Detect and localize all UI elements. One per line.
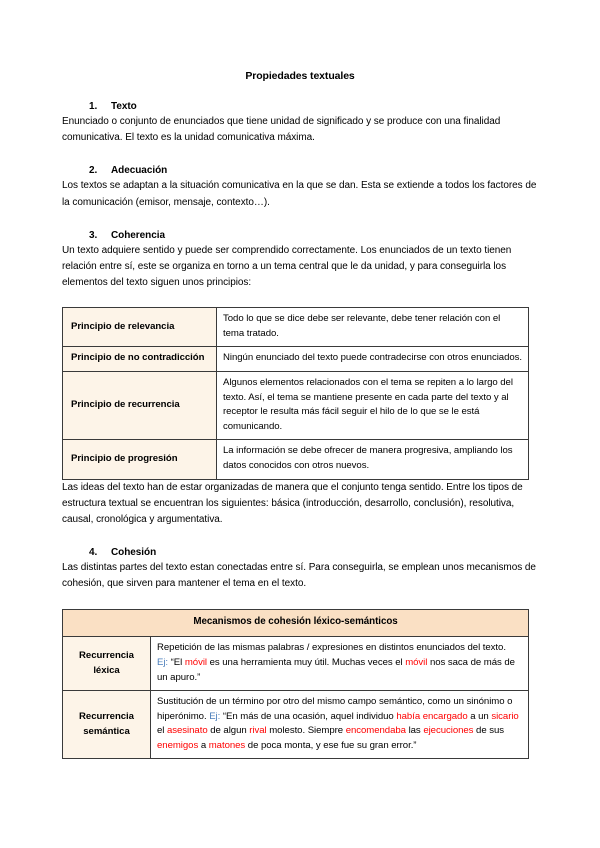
- cohesion-label-line2: léxica: [93, 664, 120, 676]
- table-row: [63, 637, 529, 691]
- cohesion-table-title: Mecanismos de cohesión léxico-semánticos: [63, 610, 529, 637]
- cohesion-intro-text: Sustitución de un término por otro del mismo campo semántico, como un sinónimo o hiperónimo.: [157, 696, 513, 722]
- section-number: 2.: [89, 165, 98, 177]
- section-heading-cohesion: [62, 547, 538, 558]
- cohesion-intro-text: Repetición de las mismas palabras / expresiones en distintos enunciados del texto.: [157, 642, 506, 654]
- cohesion-label-line1: Recurrencia: [79, 711, 134, 723]
- cohesion-label-lexica: [63, 637, 151, 691]
- principle-description: Todo lo que se dice debe ser relevante, debe tener relación con el tema tratado.: [217, 308, 529, 347]
- section-number: 1.: [89, 101, 98, 112]
- section-heading-coherencia: [62, 230, 538, 241]
- table-row: [63, 347, 529, 372]
- section-body-texto: Enunciado o conjunto de enunciados que tiene unidad de significado y se produce con una finalidad comunicativa. El texto es la unidad comunicativa máxima.: [62, 116, 501, 144]
- structure-paragraph: Las ideas del texto han de estar organizadas de manera que el conjunto tenga sentido. Entre los tipos de estructura textual se encuentran los siguientes: básica (introducción, desarrollo, conclusión), resolutiva, causal, cronológica y argumentativa.: [62, 481, 523, 525]
- principles-table: [62, 307, 529, 479]
- section-body-cohesion: Las distintas partes del texto estan conectadas entre sí. Para conseguirla, se emplean unos mecanismos de cohesión, que sirven para mantener el tema en el texto.: [62, 562, 536, 590]
- section-number: 4.: [89, 547, 98, 559]
- section-title: Coherencia: [111, 229, 165, 241]
- cohesion-table-body: [63, 637, 529, 759]
- principle-label: Principio de recurrencia: [63, 372, 217, 440]
- principle-label: Principio de progresión: [63, 440, 217, 479]
- principle-label: Principio de relevancia: [63, 308, 217, 347]
- example-marker: Ej:: [157, 656, 169, 668]
- cohesion-label-line2: semántica: [83, 725, 130, 737]
- section-heading-adecuacion: [62, 165, 538, 176]
- example-text: “En más de una ocasión, aquel individuo había encargado a un sicario el asesinato de algun rival molesto. Siempre encomendaba las ejecuciones de sus enemigos a matones de poca monta, y ese fue su gran error.”: [157, 710, 519, 751]
- page-title: Propiedades textuales: [245, 70, 355, 82]
- cohesion-table-head: [63, 610, 529, 637]
- section-number: 3.: [89, 229, 98, 241]
- principle-description: Ningún enunciado del texto puede contradecirse con otros enunciados.: [217, 347, 529, 372]
- table-row: [63, 691, 529, 759]
- section-title: Cohesión: [111, 547, 157, 559]
- example-marker: Ej:: [209, 710, 221, 722]
- cohesion-table: [62, 609, 529, 759]
- example-text: “El móvil es una herramienta muy útil. Muchas veces el móvil nos saca de más de un apuro.”: [157, 656, 515, 683]
- table-row: [63, 308, 529, 347]
- section-title: Texto: [111, 101, 137, 112]
- section-body-adecuacion: Los textos se adaptan a la situación comunicativa en la que se dan. Esta se extiende a todos los factores de la comunicación (emisor, mensaje, contexto…).: [62, 180, 537, 208]
- cohesion-description-semantica: [151, 691, 529, 759]
- principle-description: Algunos elementos relacionados con el tema se repiten a lo largo del texto. Así, el tema se mantiene presente en cada parte del texto y al receptor le resulta más fácil seguir el hilo de lo que se le está comunicando.: [217, 372, 529, 440]
- table-header-row: [63, 610, 529, 637]
- table-row: [63, 372, 529, 440]
- section-heading-texto: [62, 101, 538, 112]
- principle-description: La información se debe ofrecer de manera progresiva, ampliando los datos conocidos con otros nuevos.: [217, 440, 529, 479]
- table-row: [63, 440, 529, 479]
- section-title: Adecuación: [111, 165, 168, 177]
- section-body-coherencia: Un texto adquiere sentido y puede ser comprendido correctamente. Los enunciados de un texto tienen relación entre sí, este se organiza en torno a un tema central que le da unidad, y para conseguirla los elementos del texto siguen unos principios:: [62, 244, 512, 289]
- cohesion-label-semantica: [63, 691, 151, 759]
- principles-table-body: [63, 308, 529, 479]
- principle-label: Principio de no contradicción: [63, 347, 217, 372]
- cohesion-label-line1: Recurrencia: [79, 650, 134, 662]
- cohesion-description-lexica: [151, 637, 529, 691]
